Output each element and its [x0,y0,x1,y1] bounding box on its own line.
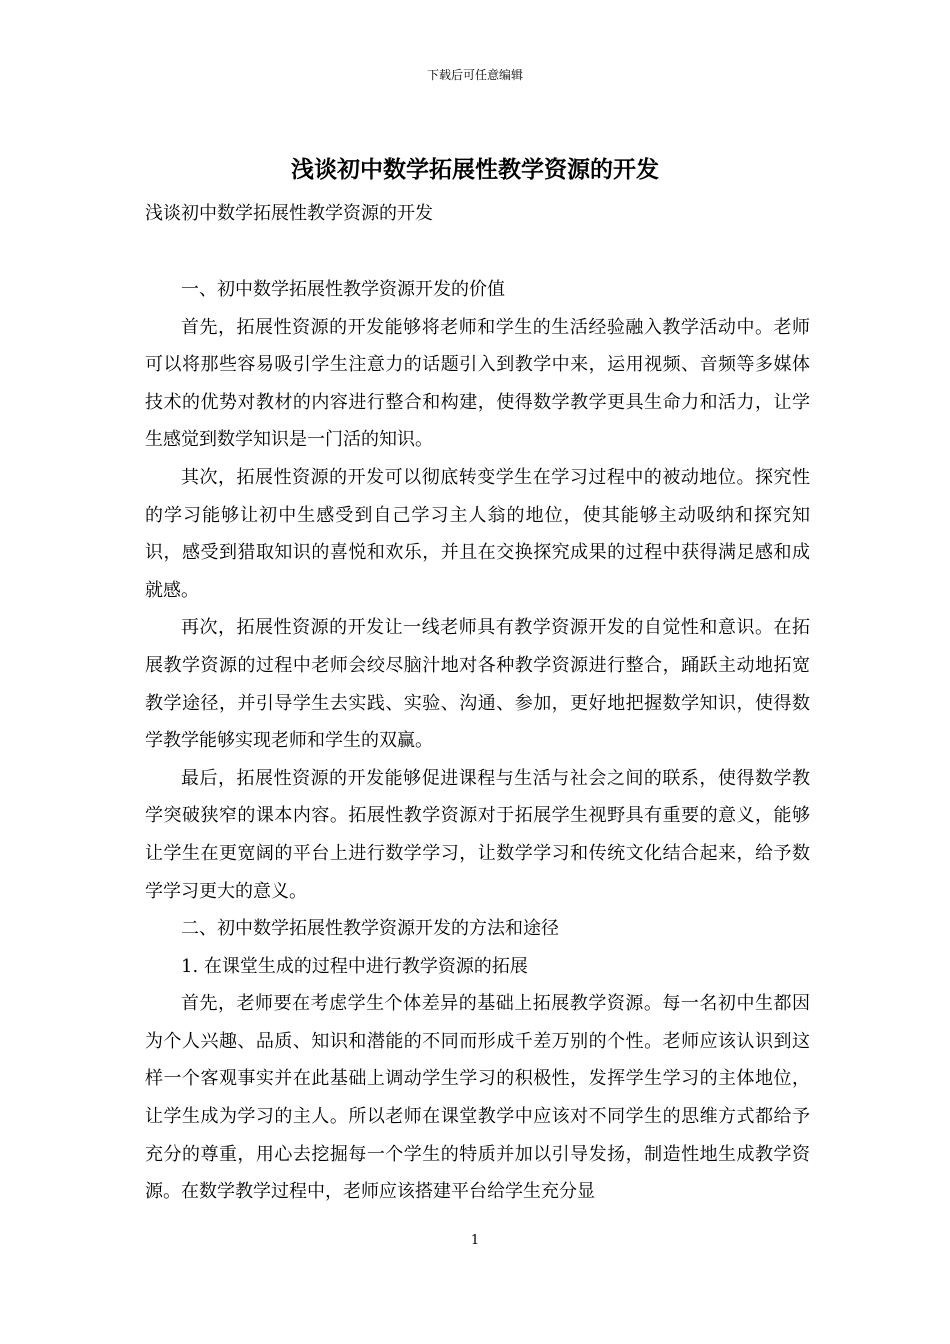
subsection-heading-1: 1. 在课堂生成的过程中进行教学资源的拓展 [181,955,528,977]
paragraph: 其次，拓展性资源的开发可以彻底转变学生在学习过程中的被动地位。探究性的学习能够让初中生感受到自己学习主人翁的地位，使其能够主动吸纳和探究知识，感受到猎取知识的喜悦和欢乐，并且在交换探究成果的过程中获得满足感和成就感。 [145,466,810,601]
section-heading-2: 二、初中数学拓展性教学资源开发的方法和途径 [181,918,559,940]
page-header: 下载后可任意编辑 [426,68,523,82]
document-body [145,271,810,1211]
paragraph: 再次，拓展性资源的开发让一线老师具有教学资源开发的自觉性和意识。在拓展教学资源的过程中老师会绞尽脑汁地对各种教学资源进行整合，踊跃主动地拓宽教学途径，并引导学生去实践、实验、沟通、参加，更好地把握数学知识，使得数学教学能够实现老师和学生的双赢。 [145,617,810,752]
paragraph: 最后，拓展性资源的开发能够促进课程与生活与社会之间的联系，使得数学教学突破狭窄的课本内容。拓展性教学资源对于拓展学生视野具有重要的意义，能够让学生在更宽阔的平台上进行数学学习，让数学学习和传统文化结合起来，给予数学学习更大的意义。 [145,767,810,902]
document-subtitle: 浅谈初中数学拓展性教学资源的开发 [145,203,433,224]
document-title: 浅谈初中数学拓展性教学资源的开发 [291,156,659,183]
page-number: 1 [470,1233,480,1248]
paragraph: 首先，拓展性资源的开发能够将老师和学生的生活经验融入教学活动中。老师可以将那些容易吸引学生注意力的话题引入到教学中来，运用视频、音频等多媒体技术的优势对教材的内容进行整合和构建，使得数学教学更具生命力和活力，让学生感觉到数学知识是一门活的知识。 [145,316,810,451]
section-heading-1: 一、初中数学拓展性教学资源开发的价值 [181,279,505,300]
paragraph: 首先，老师要在考虑学生个体差异的基础上拓展教学资源。每一名初中生都因为个人兴趣、品质、知识和潜能的不同而形成千差万别的个性。老师应该认识到这样一个客观事实并在此基础上调动学生学习的积极性，发挥学生学习的主体地位，让学生成为学习的主人。所以老师在课堂教学中应该对不同学生的思维方式都给予充分的尊重，用心去挖掘每一个学生的特质并加以引导发扬，制造性地生成教学资源。在数学教学过程中，老师应该搭建平台给学生充分显 [145,993,810,1203]
